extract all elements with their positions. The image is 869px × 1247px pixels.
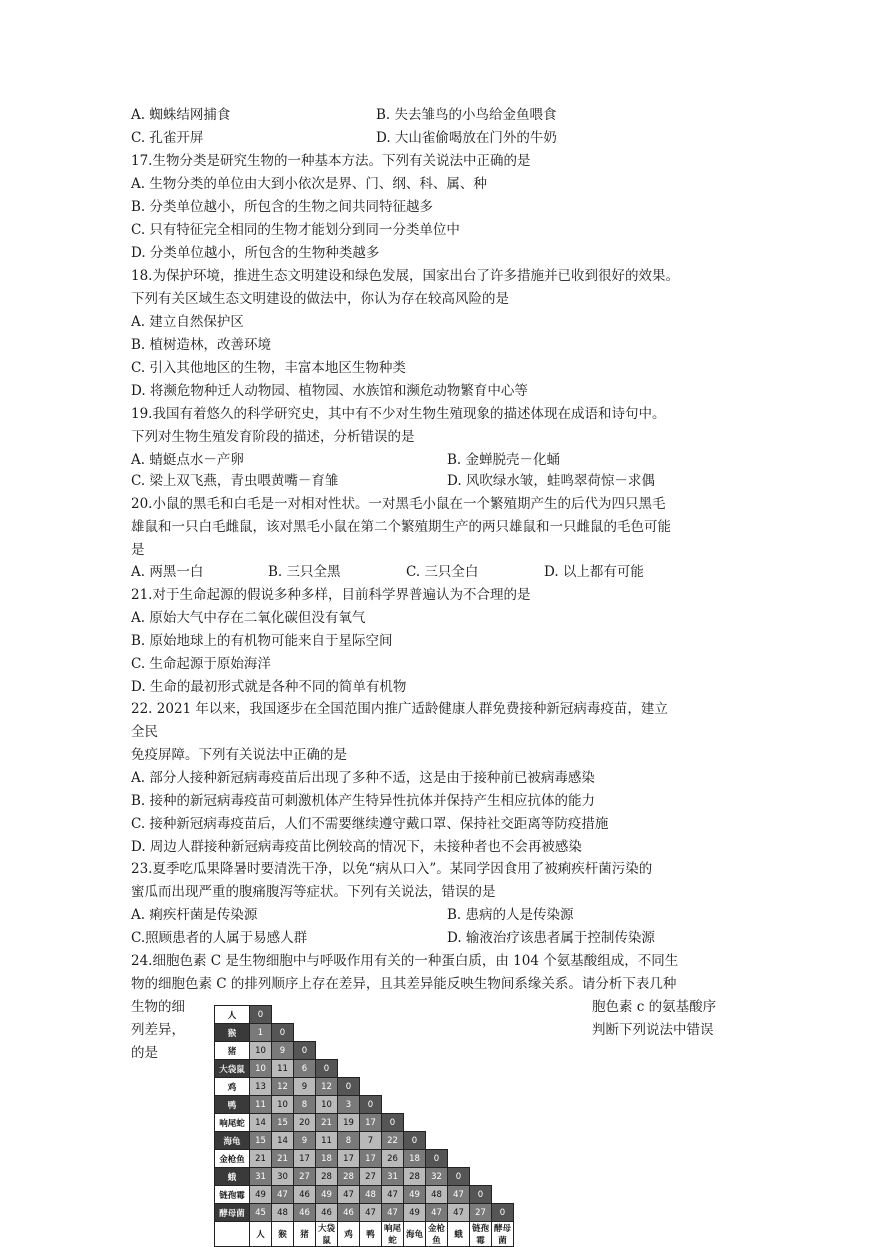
table-empty-cell [470,1096,492,1114]
table-empty-cell [338,1060,360,1078]
table-empty-cell [492,1042,514,1060]
table-footer-row [215,1222,514,1247]
table-cell: 28 [316,1168,338,1186]
q17-option-d: D. 分类单位越小，所包含的生物种类越多 [131,245,380,261]
table-empty-cell [404,1024,426,1042]
column-label: 金枪鱼 [426,1222,448,1247]
table-empty-cell [382,1024,404,1042]
table-empty-cell [338,1024,360,1042]
q19-stem-line1: 19.我国有着悠久的科学研究史，其中有不少对生物生殖现象的描述体现在成语和诗句中。 [131,406,666,422]
table-row [215,1168,514,1186]
q21-stem: 21.对于生命起源的假说多种多样，目前科学界普遍认为不合理的是 [131,587,531,603]
table-cell: 47 [338,1186,360,1204]
q24-stem-line2: 物的细胞色素 C 的排列顺序上存在差异，且其差异能反映生物间系缘关系。请分析下表几种 [131,976,677,992]
table-cell: 11 [250,1096,272,1114]
table-empty-cell [492,1150,514,1168]
table-empty-cell [360,1024,382,1042]
q16-option-c: C. 孔雀开屏 [131,130,204,146]
table-cell: 0 [470,1186,492,1204]
table-empty-cell [338,1042,360,1060]
q21-option-a: A. 原始大气中存在二氧化碳但没有氧气 [131,610,366,626]
table-empty-cell [360,1006,382,1024]
q18-stem-line1: 18.为保护环境，推进生态文明建设和绿色发展，国家出台了许多措施并已收到很好的效果。 [131,268,679,284]
table-cell: 11 [316,1132,338,1150]
q20-option-b: B. 三只全黑 [268,564,341,580]
table-cell: 20 [294,1114,316,1132]
table-cell: 47 [426,1204,448,1222]
table-empty-cell [426,1042,448,1060]
table-empty-cell [316,1042,338,1060]
q19-option-b: B. 金蝉脱壳－化蛹 [447,452,561,468]
q22-stem-line2: 全民 [131,724,158,740]
q22-option-b: B. 接种的新冠病毒疫苗可刺激机体产生特异性抗体并保持产生相应抗体的能力 [131,793,596,809]
q16-option-a: A. 蜘蛛结网捕食 [131,107,231,123]
table-cell: 27 [470,1204,492,1222]
table-cell: 27 [294,1168,316,1186]
table-cell: 14 [250,1114,272,1132]
table-cell: 1 [250,1024,272,1042]
table-cell: 49 [404,1186,426,1204]
table-cell: 7 [360,1132,382,1150]
table-empty-cell [492,1186,514,1204]
table-cell: 46 [294,1186,316,1204]
table-empty-cell [492,1060,514,1078]
table-cell: 49 [404,1204,426,1222]
column-label: 海龟 [404,1222,426,1247]
column-label: 猪 [294,1222,316,1247]
table-cell: 47 [382,1204,404,1222]
table-cell: 0 [316,1060,338,1078]
table-cell: 45 [250,1204,272,1222]
q19-stem-line2: 下列对生物生殖发育阶段的描述，分析错误的是 [131,429,415,445]
table-row [215,1006,514,1024]
row-label: 大袋鼠 [215,1060,250,1078]
table-cell: 47 [272,1186,294,1204]
q24-stem-left1: 生物的细 [131,999,185,1015]
table-cell: 10 [316,1096,338,1114]
amino-acid-difference-table [214,1005,514,1247]
table-row [215,1186,514,1204]
table-empty-cell [470,1024,492,1042]
table-row [215,1150,514,1168]
table-empty-cell [448,1150,470,1168]
table-cell: 12 [272,1078,294,1096]
table-empty-cell [426,1060,448,1078]
column-label: 鸡 [338,1222,360,1247]
column-label: 响尾蛇 [382,1222,404,1247]
table-cell: 0 [448,1168,470,1186]
q19-option-d: D. 风吹绿水皱，蛙鸣翠荷惊－求偶 [447,473,655,489]
table-empty-cell [448,1060,470,1078]
table-empty-cell [382,1006,404,1024]
table-cell: 9 [294,1078,316,1096]
table-cell: 48 [360,1186,382,1204]
table-cell: 3 [338,1096,360,1114]
table-cell: 0 [272,1024,294,1042]
table-empty-cell [492,1024,514,1042]
table-empty-cell [426,1096,448,1114]
column-label: 人 [250,1222,272,1247]
table-cell: 14 [272,1132,294,1150]
table-empty-cell [492,1132,514,1150]
table-empty-cell [470,1060,492,1078]
table-cell: 17 [294,1150,316,1168]
table-cell: 15 [250,1132,272,1150]
table-cell: 49 [316,1186,338,1204]
table-cell: 46 [294,1204,316,1222]
table-cell: 0 [360,1096,382,1114]
table-empty-cell [492,1078,514,1096]
table-cell: 46 [338,1204,360,1222]
table-cell: 27 [360,1168,382,1186]
table-cell: 0 [382,1114,404,1132]
q24-stem-right1: 胞色素 c 的氨基酸序 [592,999,717,1015]
table-cell: 10 [250,1042,272,1060]
table-cell: 48 [426,1186,448,1204]
table-empty-cell [426,1078,448,1096]
q22-option-d: D. 周边人群接种新冠病毒疫苗比例较高的情况下，未接种者也不会再被感染 [131,839,582,855]
table-empty-cell [404,1042,426,1060]
table-row [215,1132,514,1150]
table-empty-cell [316,1024,338,1042]
q22-option-c: C. 接种新冠病毒疫苗后，人们不需要继续遵守戴口罩、保持社交距离等防疫措施 [131,816,609,832]
table-cell: 47 [448,1204,470,1222]
table-cell: 19 [338,1114,360,1132]
table-cell: 48 [272,1204,294,1222]
row-label: 猴 [215,1024,250,1042]
table-cell: 0 [404,1132,426,1150]
table-cell: 17 [338,1150,360,1168]
q23-stem-line1: 23.夏季吃瓜果降暑时要清洗干净，以免“病从口入”。某同学因食用了被痢疾杆菌污染的 [131,861,653,877]
table-row [215,1078,514,1096]
row-label: 人 [215,1006,250,1024]
row-label: 海龟 [215,1132,250,1150]
q24-stem-left3: 的是 [131,1045,158,1061]
q21-option-c: C. 生命起源于原始海洋 [131,656,271,672]
q20-option-d: D. 以上都有可能 [544,564,644,580]
q22-stem-line1: 22. 2021 年以来，我国逐步在全国范围内推广适龄健康人群免费接种新冠病毒疫苗，建立 [131,701,668,717]
table-cell: 0 [250,1006,272,1024]
table-empty-cell [492,1006,514,1024]
table-cell: 17 [360,1150,382,1168]
q18-stem-line2: 下列有关区域生态文明建设的做法中，你认为存在较高风险的是 [131,291,509,307]
q19-option-a: A. 蜻蜓点水－产卵 [131,452,244,468]
table-cell: 47 [360,1204,382,1222]
table-empty-cell [448,1042,470,1060]
table-cell: 49 [250,1186,272,1204]
table-cell: 13 [250,1078,272,1096]
table-cell: 15 [272,1114,294,1132]
table-empty-cell [404,1114,426,1132]
q22-stem-line3: 免疫屏障。下列有关说法中正确的是 [131,747,347,763]
table-cell: 47 [448,1186,470,1204]
table-cell: 21 [316,1114,338,1132]
q17-option-b: B. 分类单位越小，所包含的生物之间共同特征越多 [131,199,434,215]
table-empty-cell [448,1096,470,1114]
table-empty-cell [470,1132,492,1150]
q23-option-d: D. 输液治疗该患者属于控制传染源 [447,930,655,946]
q20-stem-line2: 雄鼠和一只白毛雌鼠，该对黑毛小鼠在第二个繁殖期生产的两只雄鼠和一只雌鼠的毛色可能 [131,519,671,535]
table-cell: 31 [250,1168,272,1186]
table-cell: 0 [426,1150,448,1168]
table-cell: 9 [294,1132,316,1150]
table-row [215,1204,514,1222]
table-cell: 26 [382,1150,404,1168]
column-label: 鸭 [360,1222,382,1247]
column-label: 蛾 [448,1222,470,1247]
table-empty-cell [470,1006,492,1024]
row-label: 猪 [215,1042,250,1060]
table-empty-cell [470,1168,492,1186]
row-label: 响尾蛇 [215,1114,250,1132]
table-empty-cell [426,1114,448,1132]
table-empty-cell [382,1060,404,1078]
column-label: 链孢霉 [470,1222,492,1247]
table-empty-cell [470,1078,492,1096]
q17-option-c: C. 只有特征完全相同的生物才能划分到同一分类单位中 [131,222,460,238]
table-row [215,1024,514,1042]
table-empty-cell [272,1006,294,1024]
table-empty-cell [448,1114,470,1132]
table-empty-cell [404,1060,426,1078]
table-cell: 10 [272,1096,294,1114]
q23-stem-line2: 蜜瓜而出现严重的腹痛腹泻等症状。下列有关说法，错误的是 [131,884,496,900]
table-empty-cell [382,1078,404,1096]
table-corner-cell [215,1222,250,1247]
table-empty-cell [448,1078,470,1096]
table-cell: 21 [272,1150,294,1168]
table-cell: 11 [272,1060,294,1078]
q22-option-a: A. 部分人接种新冠病毒疫苗后出现了多种不适，这是由于接种前已被病毒感染 [131,770,595,786]
q18-option-a: A. 建立自然保护区 [131,314,244,330]
table-cell: 18 [404,1150,426,1168]
table-row [215,1114,514,1132]
q18-option-c: C. 引入其他地区的生物，丰富本地区生物种类 [131,360,406,376]
table-cell: 12 [316,1078,338,1096]
table-cell: 0 [294,1042,316,1060]
q18-option-b: B. 植树造林，改善环境 [131,337,272,353]
q24-stem-left2: 列差异， [131,1022,185,1038]
table-empty-cell [492,1096,514,1114]
table-empty-cell [470,1150,492,1168]
table-cell: 28 [338,1168,360,1186]
table-cell: 31 [382,1168,404,1186]
table-cell: 9 [272,1042,294,1060]
table-cell: 30 [272,1168,294,1186]
table-empty-cell [492,1114,514,1132]
q16-option-d: D. 大山雀偷喝放在门外的牛奶 [376,130,557,146]
row-label: 链孢霉 [215,1186,250,1204]
q20-stem-line1: 20.小鼠的黑毛和白毛是一对相对性状。一对黑毛小鼠在一个繁殖期产生的后代为四只黑毛 [131,496,666,512]
q19-option-c: C. 梁上双飞燕，青虫喂黄嘴－育雏 [131,473,339,489]
row-label: 金枪鱼 [215,1150,250,1168]
q18-option-d: D. 将濒危物种迁人动物园、植物园、水族馆和濒危动物繁育中心等 [131,383,528,399]
table-cell: 32 [426,1168,448,1186]
q17-stem: 17.生物分类是研究生物的一种基本方法。下列有关说法中正确的是 [131,153,531,169]
column-label: 酵母菌 [492,1222,514,1247]
table-row [215,1060,514,1078]
table-empty-cell [382,1042,404,1060]
table-empty-cell [294,1006,316,1024]
table-cell: 18 [316,1150,338,1168]
q23-option-a: A. 痢疾杆菌是传染源 [131,907,258,923]
table-cell: 22 [382,1132,404,1150]
table-cell: 10 [250,1060,272,1078]
table-empty-cell [492,1168,514,1186]
row-label: 鸭 [215,1096,250,1114]
q23-option-c: C.照顾患者的人属于易感人群 [131,930,308,946]
table-empty-cell [382,1096,404,1114]
table-cell: 0 [338,1078,360,1096]
table-cell: 28 [404,1168,426,1186]
table-empty-cell [316,1006,338,1024]
table-row [215,1042,514,1060]
table-empty-cell [360,1078,382,1096]
table-cell: 17 [360,1114,382,1132]
table-empty-cell [426,1006,448,1024]
table-empty-cell [404,1078,426,1096]
q20-option-c: C. 三只全白 [406,564,479,580]
table-cell: 46 [316,1204,338,1222]
table-empty-cell [360,1060,382,1078]
table-empty-cell [448,1006,470,1024]
table-empty-cell [470,1114,492,1132]
table-empty-cell [426,1132,448,1150]
column-label: 猴 [272,1222,294,1247]
table-empty-cell [404,1096,426,1114]
table-empty-cell [470,1042,492,1060]
table-empty-cell [404,1006,426,1024]
q24-stem-line1: 24.细胞色素 C 是生物细胞中与呼吸作用有关的一种蛋白质，由 104 个氨基酸组成，不同生 [131,953,679,969]
row-label: 酵母菌 [215,1204,250,1222]
table-empty-cell [338,1006,360,1024]
q20-option-a: A. 两黑一白 [131,564,204,580]
table-cell: 8 [294,1096,316,1114]
q20-stem-line3: 是 [131,542,145,558]
q21-option-d: D. 生命的最初形式就是各种不同的简单有机物 [131,679,407,695]
table-empty-cell [426,1024,448,1042]
table-cell: 0 [492,1204,514,1222]
table-cell: 8 [338,1132,360,1150]
table-empty-cell [360,1042,382,1060]
table-empty-cell [448,1132,470,1150]
row-label: 蛾 [215,1168,250,1186]
table-empty-cell [294,1024,316,1042]
q16-option-b: B. 失去雏鸟的小鸟给金鱼喂食 [376,107,557,123]
column-label: 大袋鼠 [316,1222,338,1247]
table-cell: 47 [382,1186,404,1204]
q23-option-b: B. 患病的人是传染源 [447,907,574,923]
q17-option-a: A. 生物分类的单位由大到小依次是界、门、纲、科、属、种 [131,176,487,192]
table-empty-cell [448,1024,470,1042]
q21-option-b: B. 原始地球上的有机物可能来自于星际空间 [131,633,393,649]
table-cell: 21 [250,1150,272,1168]
q24-stem-right2: 判断下列说法中错误 [592,1022,714,1038]
row-label: 鸡 [215,1078,250,1096]
table-row [215,1096,514,1114]
table-cell: 6 [294,1060,316,1078]
